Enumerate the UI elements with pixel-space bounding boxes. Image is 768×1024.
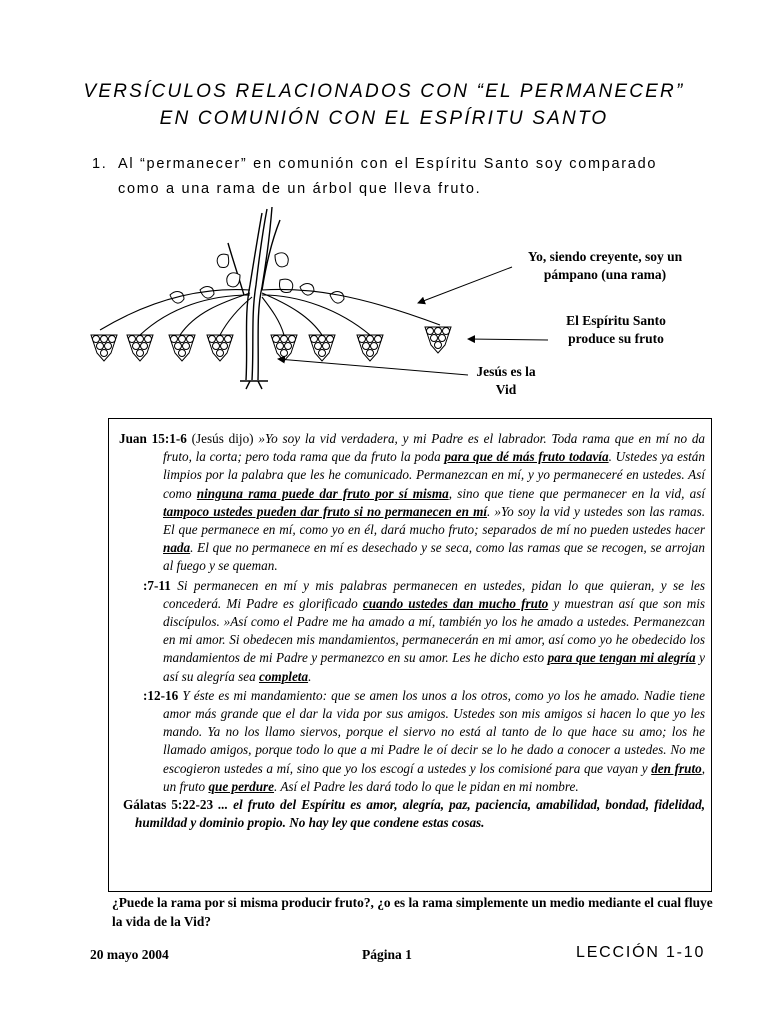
reference: Gálatas 5:22-23 xyxy=(123,797,214,813)
passage-galatas-5-22-23 xyxy=(119,796,705,832)
arrow-to-branch xyxy=(418,267,512,303)
reference: :7-11 xyxy=(143,577,171,593)
verse-text: , sino que tiene que permanecer en la vid, así xyxy=(448,485,706,501)
vine-figure xyxy=(0,195,768,405)
footer-lesson: LECCIÓN 1-10 xyxy=(576,944,706,961)
page-title xyxy=(0,78,768,132)
vine-branches xyxy=(100,289,440,335)
arrow-to-vine xyxy=(278,359,468,375)
scripture-box xyxy=(108,418,712,892)
reflection-question: ¿Puede la rama por si misma producir fruto?, ¿o es la rama simplemente un medio mediante el cual fluye la vida de la Vid? xyxy=(112,895,713,929)
verse-text: . Así el Padre les dará todo lo que le pidan en mi nombre. xyxy=(274,778,579,794)
emphasis: tampoco ustedes pueden dar fruto si no permanecen en mí xyxy=(163,503,487,519)
verse-text: . xyxy=(308,668,312,684)
footer-date: 20 mayo 2004 xyxy=(90,947,169,962)
verse-text: »Yo soy la vid verdadera, y mi Padre es el labrador. Toda rama que en mí no da fruto, la corta; pero toda rama que da fruto la poda xyxy=(163,431,706,465)
emphasis: ninguna rama puede dar fruto por sí misma xyxy=(196,485,449,501)
reference: :12-16 xyxy=(143,687,179,703)
vine-tree-illustration xyxy=(0,195,768,405)
emphasis: nada xyxy=(163,540,191,556)
intro: (Jesús dijo) xyxy=(191,431,254,446)
title-line-2: EN COMUNIÓN CON EL ESPÍRITU SANTO xyxy=(159,108,609,129)
item-number: 1. xyxy=(92,156,108,172)
label-vine: Jesús es la Vid xyxy=(476,364,536,397)
reference: Juan 15:1-6 xyxy=(119,431,187,446)
verse-text: Si permanecen en mí y mis palabras permanecen en ustedes, pidan lo que quieran, y se les concederá. Mi Padre es glorificado xyxy=(163,577,706,611)
verse-text: ... el fruto del Espíritu es amor, alegría, paz, paciencia, amabilidad, bondad, fidelidad, humildad y dominio propio. No hay ley que condene estas cosas. xyxy=(135,797,706,831)
verse-text: , un fruto xyxy=(163,760,706,794)
grape-clusters xyxy=(91,327,451,361)
emphasis: completa xyxy=(258,668,309,684)
verse-text: y muestran así que son mis discípulos. »Así como el Padre me ha amado a mí, también yo los he amado a ustedes. Permanezcan en mi amor. Si obedecen mis mandamientos, permanecerán en mi amor, así como yo he obedecido los mandamientos de mi Padre y permanezco en su amor. Les he dicho esto xyxy=(163,595,706,666)
emphasis: que perdure xyxy=(208,778,275,794)
arrow-to-fruit xyxy=(468,339,548,340)
emphasis: para que tengan mi alegría xyxy=(547,650,696,666)
emphasis: para que dé más fruto todavía xyxy=(444,449,609,465)
title-line-1: VERSÍCULOS RELACIONADOS CON “EL PERMANECER” xyxy=(83,81,685,102)
verse-text: . Ustedes ya están limpios por la palabra que les he comunicado. Permanezcan en mí, y yo permaneceré en ustedes. Así como xyxy=(163,449,705,501)
label-branch: Yo, siendo creyente, soy un pámpano (una rama) xyxy=(527,249,683,282)
emphasis: den fruto xyxy=(651,760,702,776)
label-holy-spirit: El Espíritu Santo produce su fruto xyxy=(566,313,666,346)
verse-text: . »Yo soy la vid y ustedes son las ramas. El que permanece en mí, como yo en él, dará mucho fruto; separados de mí no pueden ustedes hacer xyxy=(163,503,706,538)
verse-text: Y éste es mi mandamiento: que se amen los unos a los otros, como yo los he amado. Nadie tiene amor más grande que el dar la vida por sus amigos. Ustedes son mis amigos si hacen lo que yo les mando. Ya no los llamo siervos, porque el siervo no está al tanto de lo que hace su amo; los he llamado amigos, porque todo lo que a mi Padre le oí decir se lo he dado a conocer a ustedes. No me escogieron ustedes a mí, sino que yo los escogí a ustedes y los comisioné para que vayan y xyxy=(163,687,705,776)
emphasis: cuando ustedes dan mucho fruto xyxy=(362,595,549,611)
verse-text: . El que no permanece en mí es desechado y se seca, como las ramas que se recogen, se arrojan al fuego y se queman. xyxy=(163,540,705,574)
item-text-line-2: como a una rama de un árbol que lleva fruto. xyxy=(118,181,482,197)
passage-7-11 xyxy=(119,577,705,686)
verse-text: y así su alegría sea xyxy=(163,650,706,684)
passage-12-16 xyxy=(119,687,705,796)
footer-page-number: Página 1 xyxy=(362,947,412,962)
pointer-arrows xyxy=(278,267,548,375)
item-text-line-1: Al “permanecer” en comunión con el Espíritu Santo soy comparado xyxy=(118,156,658,172)
passage-juan-15-1-6 xyxy=(119,430,705,576)
